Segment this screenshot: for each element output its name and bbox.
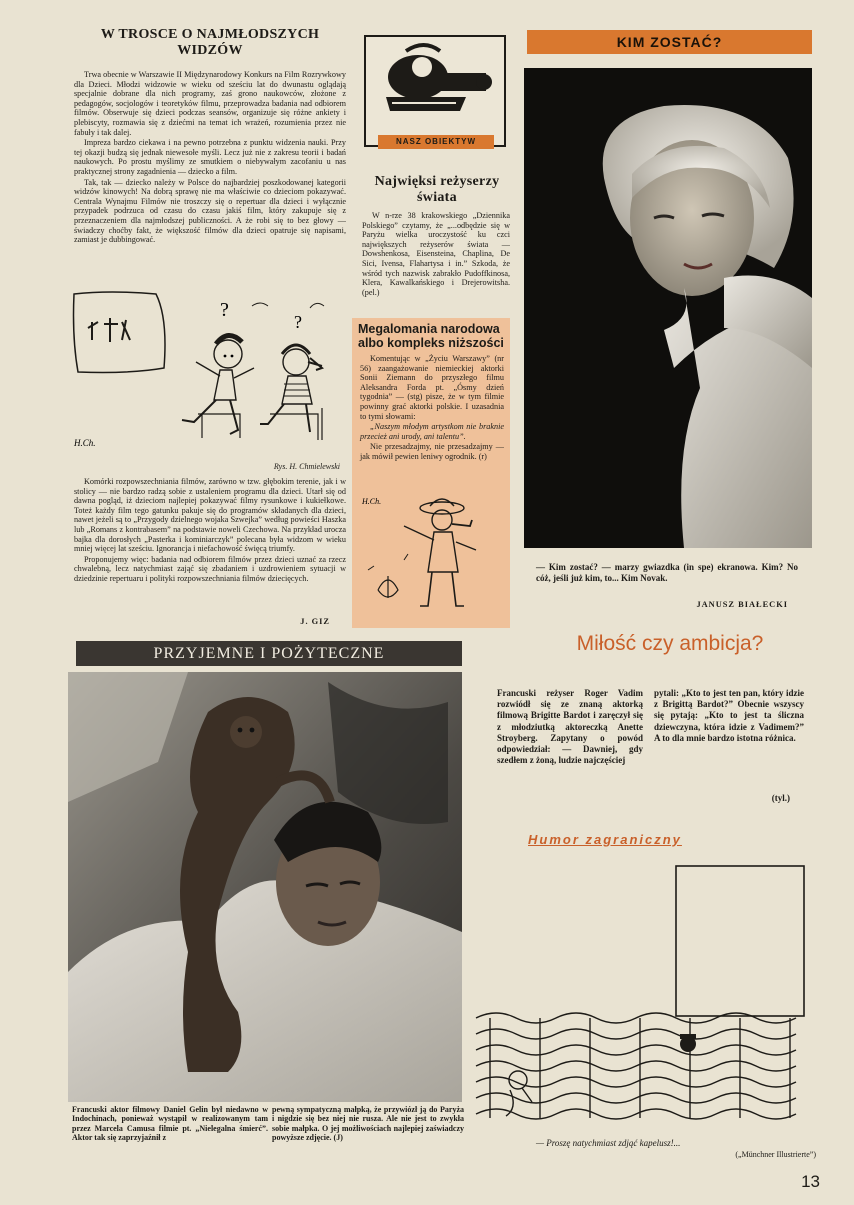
svg-text:?: ? <box>220 299 229 321</box>
paragraph: Komentując w „Życiu Warszawy” (nr 56) zaangażowanie niemieckiej aktorki Sonii Ziemann do przyszłego filmu Aleksandra Forda pt. „Ósmy dzień tygodnia” — (stg) pisze, że w tym filmie powinny grać aktorki polskie. I uzasadnia to tymi słowami: <box>360 354 504 421</box>
humor-title: Humor zagraniczny <box>528 832 682 847</box>
gardener-drawing <box>358 490 504 622</box>
monkey-caption-right: pewną sympatyczną małpką, że przywiózł ją do Paryża i nigdzie się bez niej nie rusza. Ale nie jest to zwykła sobie małpka. O jej możliwościach najlepiej zaświadczy powyższe zdjęcie. (J) <box>272 1105 464 1142</box>
svg-text:?: ? <box>294 312 302 332</box>
humor-caption: — Proszę natychmiast zdjąć kapelusz!... <box>536 1138 681 1148</box>
svg-text:H.Ch.: H.Ch. <box>362 497 382 506</box>
paragraph: Trwa obecnie w Warszawie II Międzynarodowy Konkurs na Film Rozrywkowy dla Dzieci. Młodzi widzowie w wieku od sześciu lat do dwunastu oglądają specjalnie dobrane dla nich programy, zaś grono naukowców, złożone z pedagogów, socjologów i teoretyków filmu, przeprowadza badania nad odbiorem filmów. Obserwuje się dzieci podczas seansów, organizuje się różne ankiety i plebiscyty, rozmawia się z dziećmi na temat ich wrażeń, rozumienia przez nie fabuły i tak dalej. <box>74 70 346 137</box>
humor-source: („Münchner Illustrierte”) <box>735 1150 816 1159</box>
nasz-obiektyw-logo <box>364 35 506 147</box>
nasz-obiektyw-text <box>362 211 510 311</box>
svg-text:H.Ch.: H.Ch. <box>74 438 96 448</box>
children-cartoon <box>70 288 346 456</box>
paragraph: Tak, tak — dziecko należy w Polsce do najbardziej poszkodowanej kategorii widzów kinowych! Na dobrą sprawę nie ma właściwie co dzieciom pokazywać. Centrala Wynajmu Filmów nie troszczy się o repertuar dla dzieci i wyłącznie przypadek podrzuca od czasu do czasu jakiś film, który zakupuje się z przeznaczeniem dla najmłodszej publiczności. A że robi się to bez głowy — świadczy choćby fakt, że większość filmów dla dzieci opatruje się napisami, zamiast je dubbingować. <box>74 177 346 245</box>
article-signature: J. GIZ <box>300 617 330 626</box>
paragraph: Komórki rozpowszechniania filmów, zarówno w tzw. głębokim terenie, jak i w stolicy — nie bardzo radzą sobie z ustaleniem programu dla dzieci. Utarł się od dawna pogląd, iż dzieciom najlepiej pokazywać filmy rysunkowe i kukiełkowe. Toteż każdy film tego gatunku pakuje się do programów składanych dla dzieci, nawet jeżeli są to „Przygody dzielnego wojaka Szwejka” według powieści Haszka lub „Romans z kontrabasem” na podstawie noweli Czechowa. Na przykład urocza bajka dla dorosłych „Pasterka i kominiarczyk” polecana była widzom w wieku mniej więcej lat sześciu. Ignorancja i niefachowość święcą triumfy. <box>74 477 346 554</box>
nasz-obiektyw-title: Najwięksi reżyserzy świata <box>374 174 500 205</box>
milosc-signature: (tyl.) <box>771 793 790 803</box>
milosc-col2: pytali: „Kto to jest ten pan, który idzie z Brigittą Bardot?” Obecnie wszyscy się pytają: „Kto to jest ta śliczna dziewczyna, która idzie z Vadimem?” A to dla mnie bardzo istotna różnica. <box>654 688 804 743</box>
przyjemne-header: PRZYJEMNE I POŻYTECZNE <box>76 641 462 666</box>
monkey-man-image <box>68 672 462 1102</box>
kim-zostac-header: KIM ZOSTAĆ? <box>527 30 812 54</box>
paragraph: W n-rze 38 krakowskiego „Dziennika Polskiego” czytamy, że „...odbędzie się w Paryżu wielka uroczystość ku czci największych reżyserów świata — Dowshenkosa, Eisensteina, Chaplina, De Sici, Ivensa, Flahartysa i in.” Szkoda, że wśród tych nazwisk zabrakło Pudoffkinosa, Klera, Kawalkańskiego i Drejerowitsha. (pel.) <box>362 211 510 297</box>
children-drawing <box>70 288 346 456</box>
paragraph: Nie przesadzajmy, nie przesadzajmy — jak mówił pewien leniwy ogrodnik. (r) <box>360 442 504 461</box>
monkey-photo <box>68 672 462 1102</box>
article-body-bottom <box>74 477 346 615</box>
megalomania-title: Megalomania narodowa albo kompleks niższości <box>358 322 504 350</box>
quote: „Naszym młodym artystkom nie braknie przecież ani urody, ani talentu”. <box>360 422 504 441</box>
milosc-title: Miłość czy ambicja? <box>576 632 764 655</box>
page-number: 13 <box>801 1172 820 1191</box>
kim-zostac-signature: JANUSZ BIAŁECKI <box>696 600 788 609</box>
paragraph: Proponujemy więc: badania nad odbiorem filmów przez dzieci uznać za rzecz chwalebną, lecz natychmiast zająć się zbadaniem i uzdrowieniem sytuacji w dziedzinie repertuaru i polityki rozpowszechniania filmów dziecięcych. <box>74 554 346 583</box>
megalomania-text <box>360 354 504 464</box>
article-body-top <box>74 70 346 280</box>
paragraph: Impreza bardzo ciekawa i na pewno potrzebna z punktu widzenia nauki. Przy tej okazji budzą się jednak niewesołe myśli. Lecz już nie z zakresu teorii i badań naukowych. Po prostu myślimy ze smutkiem o niebywałym zacofaniu u nas praktycznej strony zagadnienia — dziecko a film. <box>74 138 346 176</box>
cinema-cartoon <box>470 858 816 1136</box>
gardener-cartoon <box>358 490 504 622</box>
camera-man-drawing <box>366 37 504 145</box>
article-title: W TROSCE O NAJMŁODSZYCH WIDZÓW <box>100 27 320 58</box>
actress-image <box>524 68 812 548</box>
milosc-col1: Francuski reżyser Roger Vadim rozwiódł się ze znaną aktorką filmową Brigitte Bardot i zaręczył się z młodziutką aktoreczką Anette Stroyberg. Zapytany o powód odpowiedział: — Dawniej, gdy szedłem z żoną, ludzie najczęściej <box>497 688 643 766</box>
actress-photo <box>524 68 812 548</box>
nasz-obiektyw-badge: NASZ OBIEKTYW <box>378 135 494 149</box>
illustration-credit: Rys. H. Chmielewski <box>273 462 340 471</box>
monkey-caption-left: Francuski aktor filmowy Daniel Gelin był niedawno w Indochinach, ponieważ wystąpił w realizowanym tam przez Marcela Camusa filmie pt. „Nielegalna śmierć”. Aktor tak się zaprzyjaźnił z <box>72 1105 268 1142</box>
cinema-drawing <box>470 858 816 1136</box>
kim-zostac-caption: — Kim zostać? — marzy gwiazdka (in spe) ekranowa. Kim? No cóż, jeśli już kim, to... Kim Novak. <box>536 562 798 583</box>
